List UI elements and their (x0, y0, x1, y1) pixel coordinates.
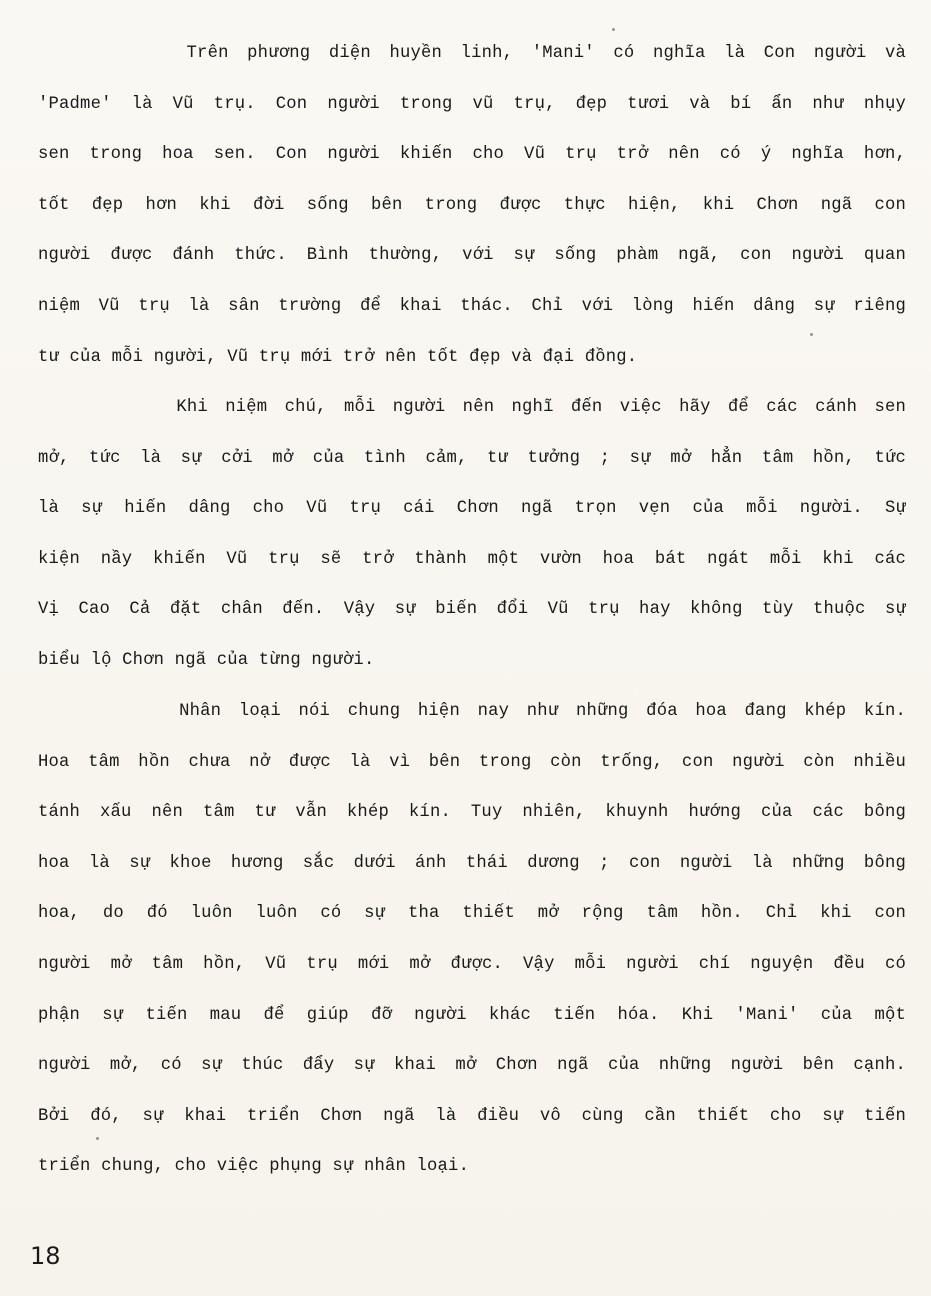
text-line: Trên phương diện huyền linh, 'Mani' có nghĩa là Con người và (38, 44, 906, 63)
text-line: sen trong hoa sen. Con người khiến cho Vũ trụ trở nên có ý nghĩa hơn, (38, 145, 906, 165)
text-line: Bởi đó, sự khai triển Chơn ngã là điều vô cùng cần thiết cho sự tiến (38, 1106, 906, 1126)
paragraph-2 (38, 383, 906, 687)
text-line: tốt đẹp hơn khi đời sống bên trong được thực hiện, khi Chơn ngã con (38, 195, 906, 215)
text-line: Vị Cao Cả đặt chân đến. Vậy sự biến đổi Vũ trụ hay không tùy thuộc sự (38, 600, 906, 620)
scan-speck (810, 333, 813, 336)
text-line: triển chung, cho việc phụng sự nhân loại. (38, 1157, 470, 1177)
text-line: biểu lộ Chơn ngã của từng người. (38, 650, 375, 670)
text-line: Hoa tâm hồn chưa nở được là vì bên trong còn trống, con người còn nhiều (38, 752, 906, 772)
text-line: hoa là sự khoe hương sắc dưới ánh thái dương ; con người là những bông (38, 853, 906, 873)
text-line: Nhân loại nói chung hiện nay như những đóa hoa đang khép kín. (38, 702, 906, 721)
text-line: là sự hiến dâng cho Vũ trụ cái Chơn ngã trọn vẹn của mỗi người. Sự (38, 499, 906, 519)
paragraph-3 (38, 687, 906, 1193)
text-line: 'Padme' là Vũ trụ. Con người trong vũ trụ, đẹp tươi và bí ẩn như nhụy (38, 94, 906, 114)
text-line: tư của mỗi người, Vũ trụ mới trở nên tốt đẹp và đại đồng. (38, 347, 638, 367)
text-line: Khi niệm chú, mỗi người nên nghĩ đến việc hãy để các cánh sen (38, 398, 906, 417)
text-line: tánh xấu nên tâm tư vẫn khép kín. Tuy nhiên, khuynh hướng của các bông (38, 803, 906, 823)
scan-speck (96, 1137, 99, 1140)
paragraph-1 (38, 29, 906, 383)
text-line: niệm Vũ trụ là sân trường để khai thác. Chỉ với lòng hiến dâng sự riêng (38, 296, 906, 316)
scan-speck (612, 28, 615, 31)
text-line: người được đánh thức. Bình thường, với sự sống phàm ngã, con người quan (38, 246, 906, 266)
page-number: 18 (30, 1242, 61, 1270)
text-line: phận sự tiến mau để giúp đỡ người khác tiến hóa. Khi 'Mani' của một (38, 1005, 906, 1025)
text-line: mở, tức là sự cởi mở của tình cảm, tư tưởng ; sự mở hẳn tâm hồn, tức (38, 448, 906, 468)
text-line: người mở, có sự thúc đẩy sự khai mở Chơn ngã của những người bên cạnh. (38, 1056, 906, 1076)
text-line: kiện nầy khiến Vũ trụ sẽ trở thành một vườn hoa bát ngát mỗi khi các (38, 549, 906, 569)
text-line: hoa, do đó luôn luôn có sự tha thiết mở rộng tâm hồn. Chỉ khi con (38, 904, 906, 924)
text-line: người mở tâm hồn, Vũ trụ mới mở được. Vậy mỗi người chí nguyện đều có (38, 954, 906, 974)
